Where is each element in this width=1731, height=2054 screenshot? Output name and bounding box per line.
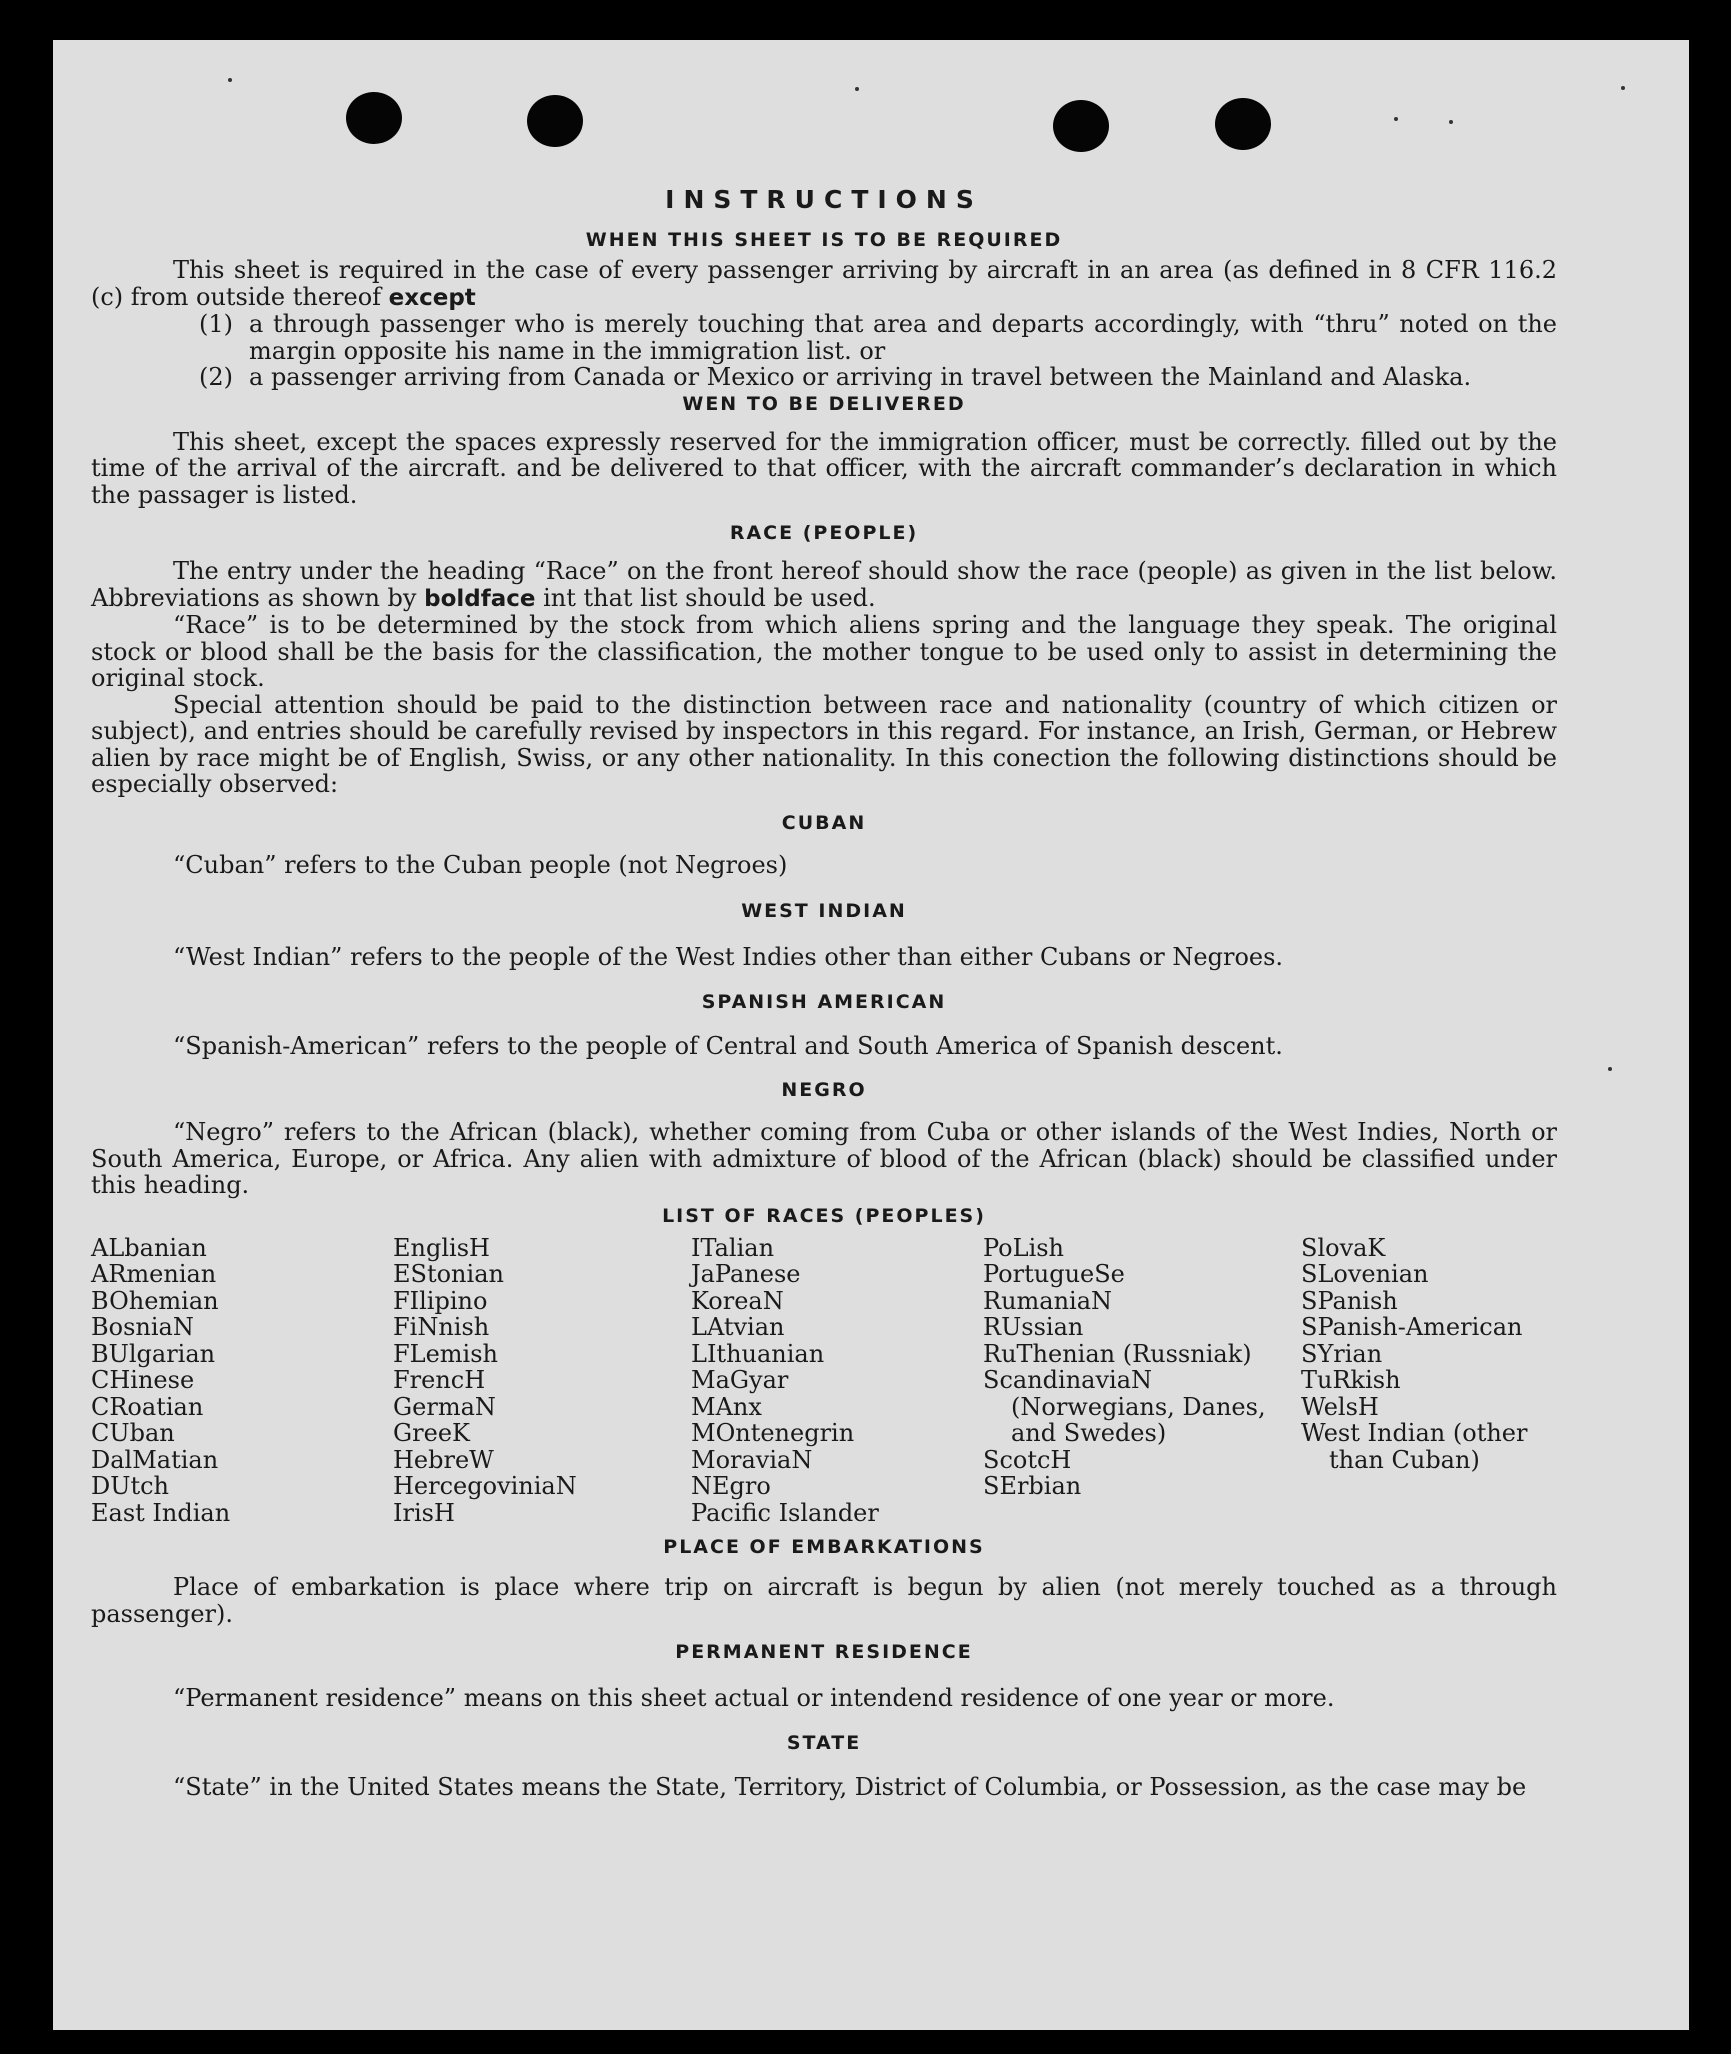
negro-paragraph: “Negro” refers to the African (black), whether coming from Cuba or other islands of the West Indies, North or South America, Europe, or Africa. Any alien with admixture of blood of the African (black) should be classified under this heading.	[91, 1118, 1557, 1199]
race-entry: TuRkish	[1301, 1366, 1401, 1394]
punch-hole	[346, 92, 402, 144]
punch-hole	[1215, 98, 1271, 150]
section-heading-when-delivered: WEN TO BE DELIVERED	[682, 392, 966, 415]
embarkation-paragraph: Place of embarkation is place where trip on aircraft is begun by alien (not merely touched as a through passenger).	[91, 1573, 1557, 1628]
race-entry: PoLish	[983, 1233, 1065, 1262]
race-entry: ScotcH	[983, 1445, 1072, 1474]
list-item-text: a through passenger who is merely touching that area and departs accordingly, with “thru” noted on the margin opposite his name in the immigration list. or	[249, 310, 1557, 365]
race-entry: LIthuanian	[691, 1339, 825, 1368]
race-entry: NEgro	[691, 1472, 771, 1500]
speck	[1608, 1067, 1612, 1071]
race-entry: MAnx	[691, 1392, 762, 1421]
cuban-paragraph: “Cuban” refers to the Cuban people (not Negroes)	[173, 850, 788, 879]
section-heading-state: STATE	[786, 1731, 862, 1754]
list-item-number: (2)	[199, 363, 233, 391]
race-entry: ScandinaviaN (Norwegians, Danes, and Swedes)	[983, 1366, 1266, 1447]
when-delivered-paragraph: This sheet, except the spaces expressly reserved for the immigration officer, must be correctly. filled out by the time of the arrival of the aircraft. and be delivered to that officer, with the aircraft commander’s declaration in which the passager is listed.	[91, 427, 1557, 509]
race-entry: LAtvian	[691, 1313, 785, 1341]
race-entry: East Indian	[91, 1498, 231, 1527]
race-entry: FIlipino	[393, 1286, 488, 1315]
punch-hole	[527, 95, 583, 147]
race-entry: FiNnish	[393, 1313, 490, 1341]
race-entry: DalMatian	[91, 1445, 219, 1474]
race-entry: ITalian	[691, 1233, 775, 1262]
race-text: int that list should be used.	[535, 583, 876, 612]
section-heading-spanish-american: SPANISH AMERICAN	[701, 990, 947, 1013]
race-entry: CRoatian	[91, 1392, 204, 1421]
race-entry: RumaniaN	[983, 1286, 1113, 1315]
race-entry: HercegoviniaN	[393, 1472, 577, 1500]
speck	[1449, 120, 1453, 124]
race-entry: CUban	[91, 1419, 175, 1447]
residence-paragraph: “Permanent residence” means on this sheet actual or intendend residence of one year or more.	[173, 1684, 1335, 1712]
race-paragraph-2: “Race” is to be determined by the stock from which aliens spring and the language they speak. The original stock or blood shall be the basis for the classification, the mother tongue to be used only to assist in determining the original stock.	[91, 611, 1557, 692]
race-paragraph-3: Special attention should be paid to the distinction between race and nationality (country of which citizen or subject), and entries should be carefully revised by inspectors in this regard. For instance, an Irish, German, or Hebrew alien by race might be of English, Swiss, or any other nationality. In this conection the following distinctions should be especially observed:	[91, 690, 1557, 798]
section-heading-when-required: WHEN THIS SHEET IS TO BE REQUIRED	[585, 229, 1063, 251]
section-heading-embarkation: PLACE OF EMBARKATIONS	[663, 1536, 985, 1558]
races-list	[91, 1235, 1557, 1527]
race-entry: DUtch	[91, 1472, 170, 1500]
race-entry: GreeK	[393, 1419, 470, 1447]
instructions-content	[91, 185, 1557, 1800]
race-entry: ALbanian	[91, 1233, 207, 1262]
race-entry: SlovaK	[1301, 1233, 1386, 1262]
speck	[228, 78, 232, 82]
race-entry: FrencH	[393, 1366, 486, 1394]
state-paragraph: “State” in the United States means the State, Territory, District of Columbia, or Possession, as the case may be	[173, 1772, 1527, 1801]
race-entry: RuThenian (Russniak)	[983, 1339, 1252, 1368]
speck	[1394, 117, 1398, 121]
race-entry: SPanish	[1301, 1286, 1398, 1315]
race-entry: WelsH	[1301, 1392, 1379, 1421]
race-entry: JaPanese	[691, 1260, 801, 1288]
race-entry: CHinese	[91, 1366, 195, 1394]
section-heading-race: RACE (PEOPLE)	[729, 522, 919, 544]
race-entry: MaGyar	[691, 1366, 789, 1394]
race-entry: Pacific Islander	[691, 1498, 879, 1527]
race-entry: EnglisH	[393, 1233, 490, 1262]
race-entry: SPanish-American	[1301, 1313, 1523, 1341]
section-heading-cuban: CUBAN	[781, 811, 867, 834]
race-paragraph-1	[91, 558, 1557, 612]
race-entry: IrisH	[393, 1498, 455, 1527]
race-entry: BOhemian	[91, 1286, 219, 1315]
when-required-paragraph	[91, 257, 1557, 311]
race-text: The entry under the heading “Race” on the front hereof should show the race (people) as given in the list below. Abbreviations as shown by	[91, 557, 1557, 612]
section-heading-permanent-residence: PERMANENT RESIDENCE	[675, 1641, 973, 1663]
races-column	[691, 1235, 983, 1527]
list-item	[199, 364, 1557, 391]
race-entry: FLemish	[393, 1339, 498, 1368]
punch-hole	[1053, 100, 1109, 152]
section-heading-list-of-races: LIST OF RACES (PEOPLES)	[662, 1204, 986, 1227]
boldface-bold: boldface	[424, 585, 536, 612]
race-entry: West Indian (other than Cuban)	[1301, 1419, 1528, 1474]
races-column	[91, 1235, 393, 1527]
race-entry: MOntenegrin	[691, 1419, 855, 1447]
race-entry: BosniaN	[91, 1313, 194, 1341]
speck	[1621, 86, 1625, 90]
race-entry: KoreaN	[691, 1286, 784, 1315]
races-column	[393, 1235, 691, 1527]
races-column	[983, 1235, 1301, 1527]
race-entry: ARmenian	[91, 1260, 217, 1288]
races-column	[1301, 1235, 1557, 1527]
race-entry: GermaN	[393, 1392, 496, 1421]
race-entry: SLovenian	[1301, 1260, 1429, 1288]
spanish-american-paragraph: “Spanish-American” refers to the people of Central and South America of Spanish descent.	[173, 1031, 1283, 1060]
section-heading-west-indian: WEST INDIAN	[741, 900, 907, 922]
race-entry: RUssian	[983, 1313, 1084, 1341]
list-item	[199, 311, 1557, 364]
page-title: INSTRUCTIONS	[665, 185, 983, 214]
race-entry: MoraviaN	[691, 1445, 813, 1474]
document-sheet	[53, 40, 1689, 2030]
race-entry: EStonian	[393, 1260, 504, 1288]
list-item-number: (1)	[199, 310, 233, 338]
section-heading-negro: NEGRO	[781, 1079, 867, 1101]
race-entry: HebreW	[393, 1445, 494, 1474]
list-item-text: a passenger arriving from Canada or Mexico or arriving in travel between the Mainland and Alaska.	[249, 363, 1472, 391]
race-entry: SYrian	[1301, 1339, 1383, 1368]
speck	[855, 87, 859, 91]
race-entry: PortugueSe	[983, 1260, 1125, 1288]
except-bold: except	[388, 284, 476, 311]
race-entry: SErbian	[983, 1472, 1082, 1500]
when-required-text: This sheet is required in the case of every passenger arriving by aircraft in an area (as defined in 8 CFR 116.2 (c) from outside thereof	[91, 256, 1557, 311]
west-indian-paragraph: “West Indian” refers to the people of the West Indies other than either Cubans or Negroes.	[173, 943, 1284, 971]
race-entry: BUlgarian	[91, 1339, 216, 1368]
